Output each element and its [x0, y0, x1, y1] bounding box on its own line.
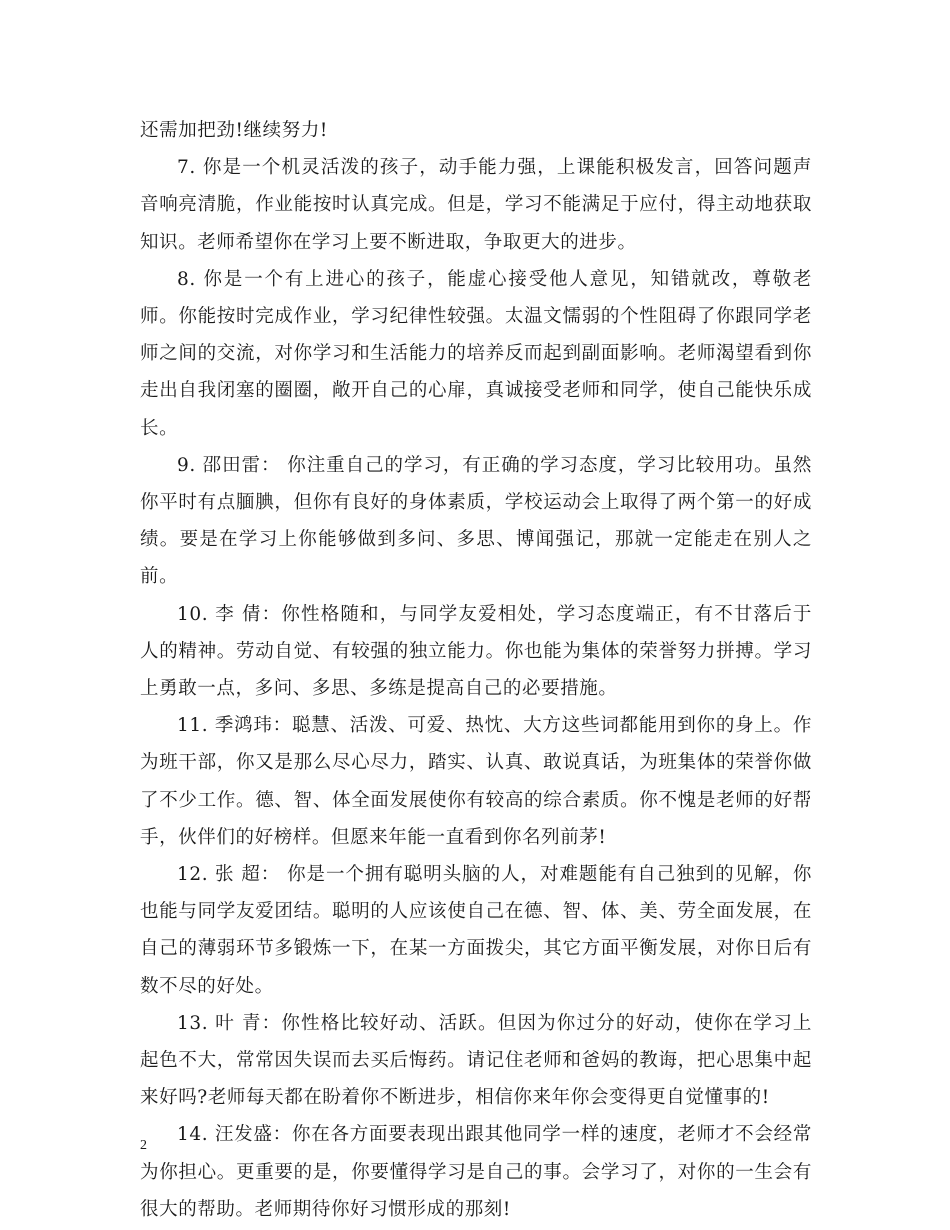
- comment-paragraph-8: 8. 你是一个有上进心的孩子，能虚心接受他人意见，知错就改，尊敬老师。你能按时完成作业，学习纪律性较强。太温文懦弱的个性阻碍了你跟同学老师之间的交流，对你学习和生活能力的培养反而起到副面影响。老师渴望看到你走出自我闭塞的圈圈，敞开自己的心扉，真诚接受老师和同学，使自己能快乐成长。: [140, 268, 812, 439]
- page-number: 2: [140, 1138, 147, 1153]
- comment-paragraph-9: 9. 邵田雷： 你注重自己的学习，有正确的学习态度，学习比较用功。虽然你平时有点腼腆，但你有良好的身体素质，学校运动会上取得了两个第一的好成绩。要是在学习上你能够做到多问、多思、博闻强记，那就一定能走在别人之前。: [140, 454, 812, 588]
- comment-paragraph-12: 12. 张 超： 你是一个拥有聪明头脑的人，对难题能有自己独到的见解，你也能与同学友爱团结。聪明的人应该使自己在德、智、体、美、劳全面发展，在自己的薄弱环节多锻炼一下，在某一方面拨尖，其它方面平衡发展，对你日后有数不尽的好处。: [140, 864, 812, 997]
- comment-paragraph-7: 7. 你是一个机灵活泼的孩子，动手能力强，上课能积极发言，回答问题声音响亮清脆，作业能按时认真完成。但是，学习不能满足于应付，得主动地获取知识。老师希望你在学习上要不断进取，争取更大的进步。: [140, 157, 812, 253]
- comment-paragraph-14: 14. 汪发盛：你在各方面要表现出跟其他同学一样的速度，老师才不会经常为你担心。更重要的是，你要懂得学习是自己的事。会学习了，对你的一生会有很大的帮助。老师期待你好习惯形成的那刻!: [140, 1124, 812, 1220]
- comment-paragraph-11: 11. 季鸿玮：聪慧、活泼、可爱、热忱、大方这些词都能用到你的身上。作为班干部，你又是那么尽心尽力，踏实、认真、敢说真话，为班集体的荣誉你做了不少工作。德、智、体全面发展使你有较高的综合素质。你不愧是老师的好帮手，伙伴们的好榜样。但愿来年能一直看到你名列前茅!: [140, 715, 812, 848]
- paragraph-continuation: 还需加把劲!继续努力!: [140, 120, 328, 141]
- comment-paragraph-10: 10. 李 倩：你性格随和，与同学友爱相处，学习态度端正，有不甘落后于人的精神。劳动自觉、有较强的独立能力。你也能为集体的荣誉努力拼搏。学习上勇敢一点，多问、多思、多练是提高自己的必要措施。: [140, 603, 812, 700]
- document-body: [140, 112, 812, 1228]
- comment-paragraph-13: 13. 叶 青：你性格比较好动、活跃。但因为你过分的好动，使你在学习上起色不大，常常因失误而去买后悔药。请记住老师和爸妈的教诲，把心思集中起来好吗?老师每天都在盼着你不断进步，相信你来年你会变得更自觉懂事的!: [140, 1012, 812, 1109]
